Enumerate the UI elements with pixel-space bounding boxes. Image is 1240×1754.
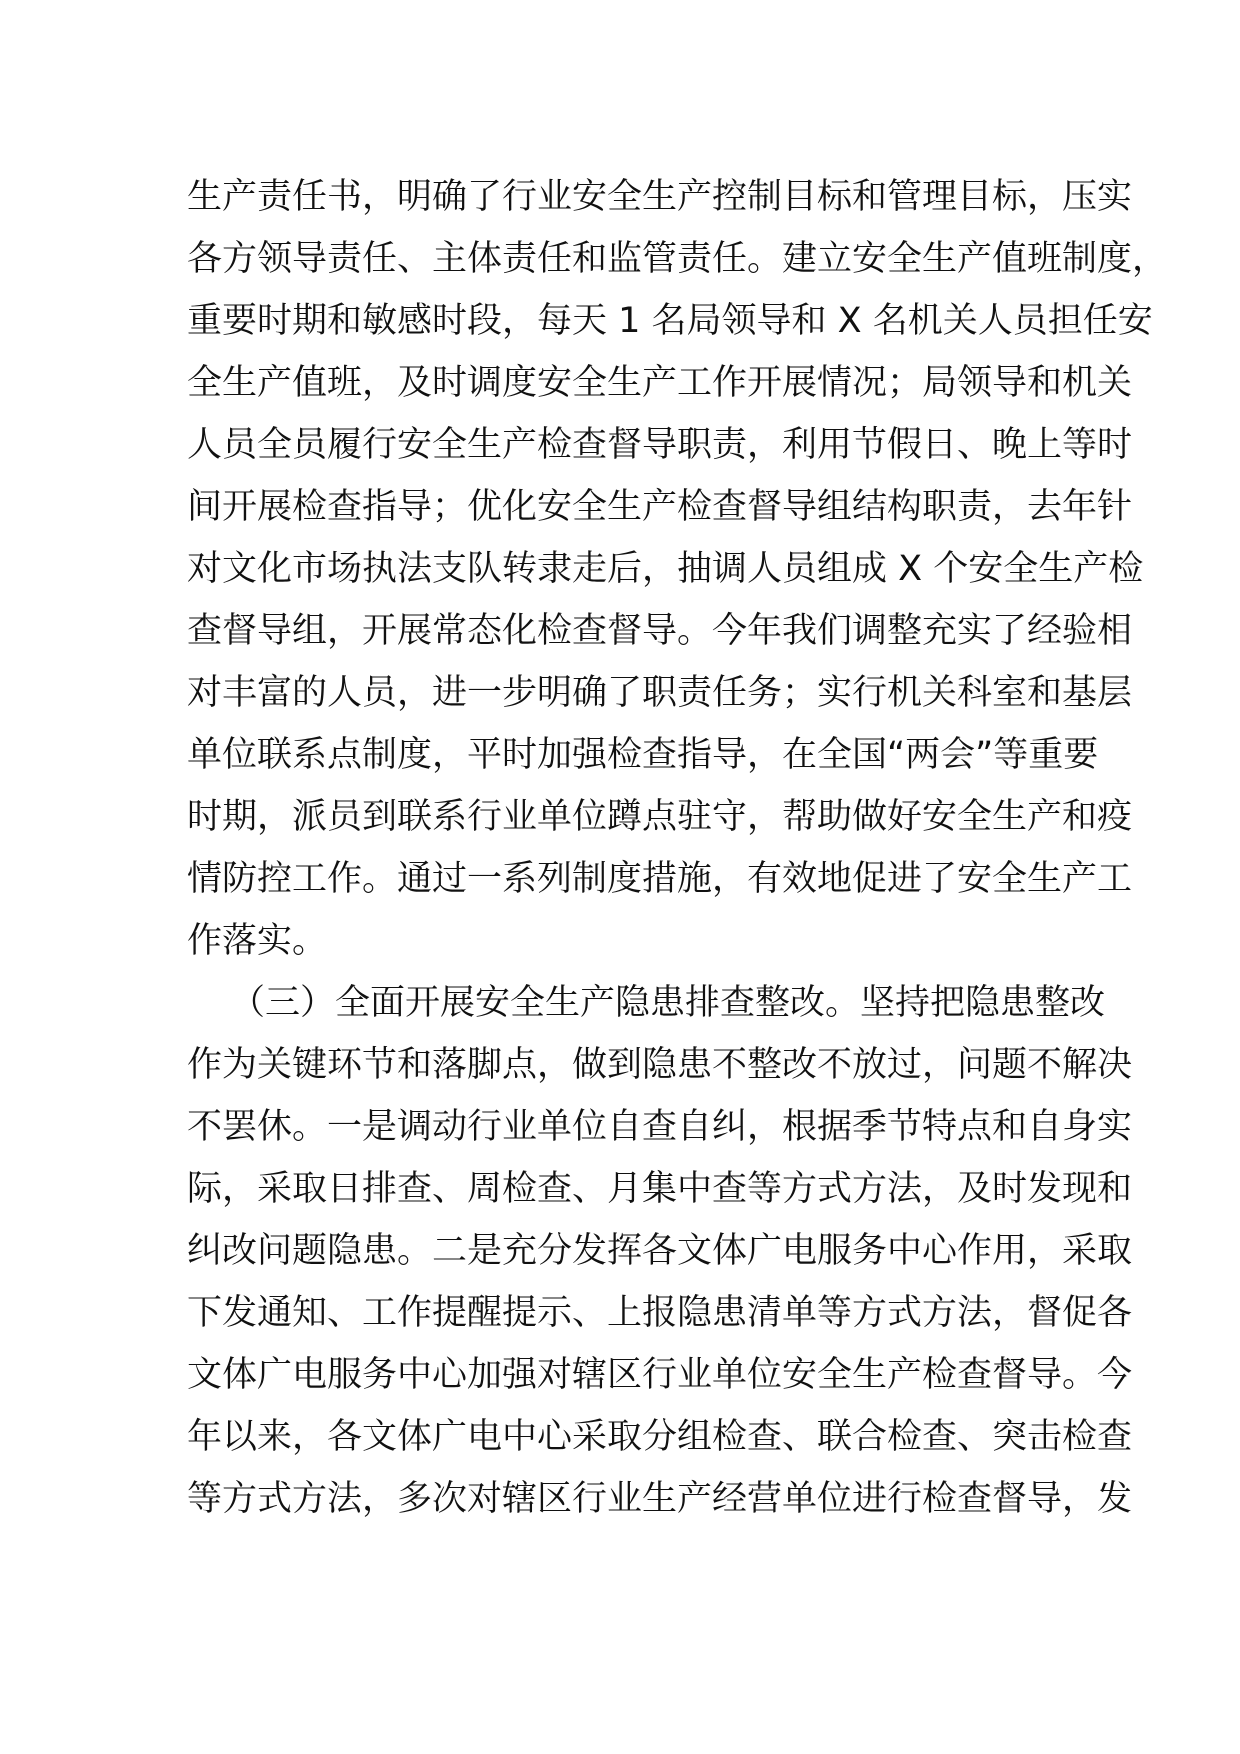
- text-line: 作为关键环节和落脚点，做到隐患不整改不放过，问题不解决: [187, 1045, 1133, 1085]
- text-line: 不罢休。一是调动行业单位自查自纠，根据季节特点和自身实: [187, 1107, 1133, 1147]
- text-line: 生产责任书，明确了行业安全生产控制目标和管理目标，压实: [187, 177, 1133, 217]
- text-line: 纠改问题隐患。二是充分发挥各文体广电服务中心作用，采取: [187, 1231, 1133, 1271]
- text-line: 人员全员履行安全生产检查督导职责，利用节假日、晚上等时: [187, 425, 1133, 465]
- text-line: 对丰富的人员，进一步明确了职责任务；实行机关科室和基层: [187, 673, 1133, 713]
- text-line: 下发通知、工作提醒提示、上报隐患清单等方式方法，督促各: [187, 1293, 1133, 1333]
- text-line: 作落实。: [187, 921, 328, 961]
- text-line: 重要时期和敏感时段，每天 1 名局领导和 X 名机关人员担任安: [187, 301, 1153, 341]
- text-line: 情防控工作。通过一系列制度措施，有效地促进了安全生产工: [187, 859, 1133, 899]
- text-line: 查督导组，开展常态化检查督导。今年我们调整充实了经验相: [187, 611, 1133, 651]
- text-line: 各方领导责任、主体责任和监管责任。建立安全生产值班制度，: [187, 239, 1168, 279]
- text-line: 文体广电服务中心加强对辖区行业单位安全生产检查督导。今: [187, 1355, 1133, 1395]
- text-line: 间开展检查指导；优化安全生产检查督导组结构职责，去年针: [187, 487, 1133, 527]
- text-line: 时期，派员到联系行业单位蹲点驻守，帮助做好安全生产和疫: [187, 797, 1133, 837]
- text-line: 全生产值班，及时调度安全生产工作开展情况；局领导和机关: [187, 363, 1133, 403]
- text-line: 单位联系点制度，平时加强检查指导，在全国“两会”等重要: [187, 735, 1099, 775]
- section-heading-line: （三）全面开展安全生产隐患排查整改。坚持把隐患整改: [230, 983, 1106, 1023]
- text-line: 等方式方法，多次对辖区行业生产经营单位进行检查督导，发: [187, 1479, 1133, 1519]
- text-line: 对文化市场执法支队转隶走后，抽调人员组成 X 个安全生产检: [187, 549, 1144, 589]
- text-line: 年以来，各文体广电中心采取分组检查、联合检查、突击检查: [187, 1417, 1133, 1457]
- text-line: 际，采取日排查、周检查、月集中查等方式方法，及时发现和: [187, 1169, 1133, 1209]
